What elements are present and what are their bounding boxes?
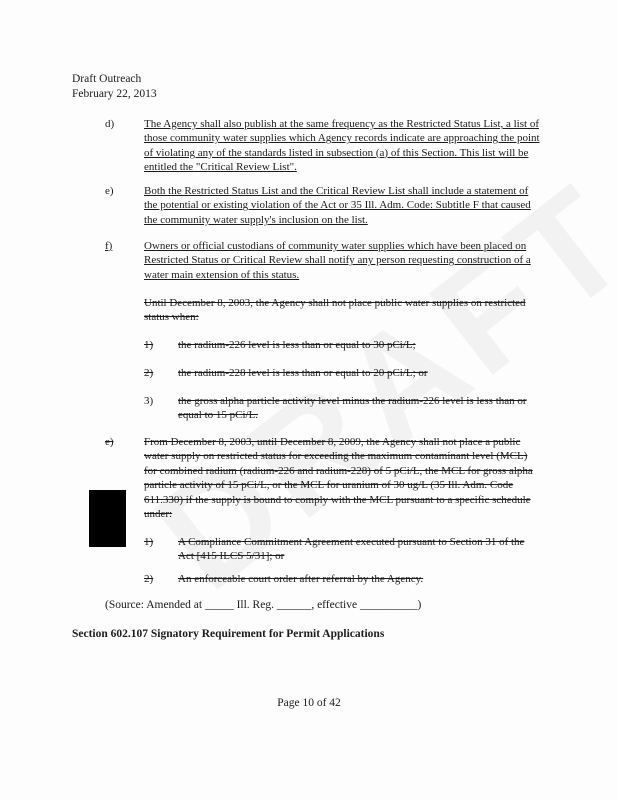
- header-title: Draft Outreach: [72, 73, 142, 85]
- item-d-label: d): [105, 118, 115, 130]
- old-sub2-label: 2): [144, 573, 154, 585]
- item-e-old-label: e): [105, 436, 114, 448]
- old-sub2-text: An enforceable court order after referral by the Agency.: [178, 573, 424, 585]
- sub1-text: the radium-226 level is less than or equal to 30 pCi/L;: [178, 339, 416, 351]
- redaction-block: [89, 490, 126, 547]
- source-note: (Source: Amended at _____ Ill. Reg. ______, effective __________): [105, 599, 422, 611]
- page-number: Page 10 of 42: [277, 697, 341, 709]
- item-e-old-text: From December 8, 2003, until December 8, 2009, the Agency shall not place a public water supply on restricted status for exceeding the maximum contaminant level (MCL) for combined radium (radium-226 and radium-228) of 5 pCi/L, the MCL for gross alpha particle activity of 15 pCi/L, or the MCL for uranium of 30 ug/L (35 Ill. Adm. Code 611.330) if the supply is bound to comply with the MCL pursuant to a specific schedule under:: [144, 436, 533, 521]
- item-f-text: Owners or official custodians of community water supplies which have been placed on Restricted Status or Critical Review shall notify any person requesting construction of a water main extension of this status.: [144, 240, 531, 281]
- item-e-label: e): [105, 185, 114, 197]
- item-e-text: Both the Restricted Status List and the Critical Review List shall include a statement of the potential or existing violation of the Act or 35 Ill. Adm. Code: Subtitle F that caused the community water supply's inclusion on the list.: [144, 185, 531, 226]
- sub1-label: 1): [144, 339, 154, 351]
- item-d-text: The Agency shall also publish at the same frequency as the Restricted Status List, a list of those community water supplies which Agency records indicate are approaching the point of violating any of the standards listed in subsection (a) of this Section. This list will be entitled the "Critical Review List".: [144, 118, 540, 174]
- header-date: February 22, 2013: [72, 88, 157, 100]
- old-sub1-label: 1): [144, 536, 154, 548]
- sub3-label: 3): [144, 395, 154, 407]
- old-sub1-text: A Compliance Commitment Agreement executed pursuant to Section 31 of the Act [415 ILCS 5/31]; or: [178, 536, 525, 563]
- page-header: [72, 72, 157, 102]
- sub3-text: the gross alpha particle activity level minus the radium-226 level is less than or equal to 15 pCi/L.: [178, 395, 527, 422]
- section-heading: Section 602.107 Signatory Requirement for Permit Applications: [72, 628, 385, 640]
- sub2-label: 2): [144, 367, 154, 379]
- item-f-label: f): [105, 240, 113, 252]
- sub2-text: the radium-228 level is less than or equal to 20 pCi/L; or: [178, 367, 428, 379]
- struck-paragraph: Until December 8, 2003, the Agency shall not place public water supplies on restricted status when:: [144, 297, 526, 324]
